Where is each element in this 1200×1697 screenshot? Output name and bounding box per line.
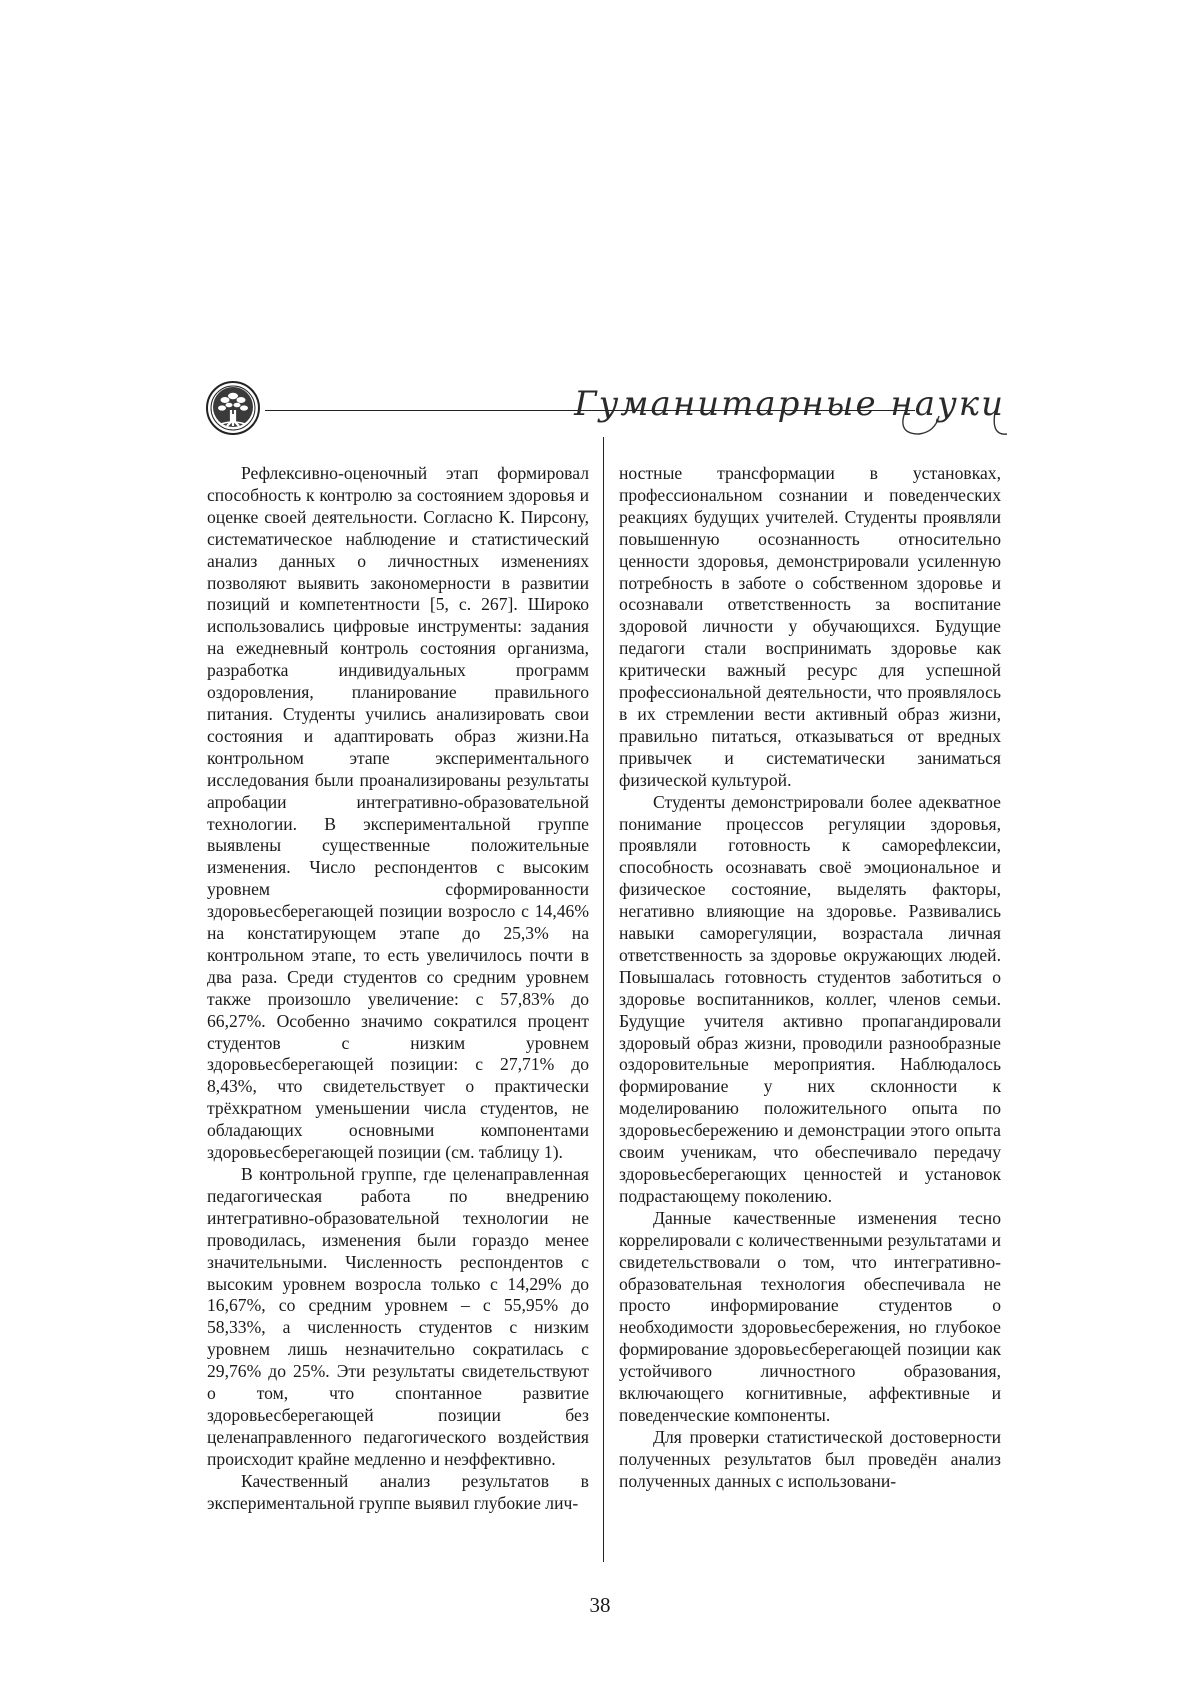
section-title: Гуманитарные науки: [574, 384, 1005, 424]
right-column: [619, 463, 1001, 1493]
left-column: [207, 463, 589, 1515]
column-divider: [603, 437, 604, 1562]
page-header: [205, 380, 1005, 440]
paragraph: ностные трансформации в установках, профессиональном сознании и поведенческих реакциях будущих учителей. Студенты проявляли повышенную осознанность относительно ценности здоровья, демонстрировали усиленную потребность в заботе о собственном здоровье и осознавали ответственность за воспитание здоровой личности у обучающихся. Будущие педагоги стали воспринимать здоровье как критически важный ресурс для успешной профессиональной деятельности, что проявлялось в их стремлении вести активный образ жизни, правильно питаться, отказываться от вредных привычек и систематически заниматься физической культурой.: [619, 463, 1001, 790]
paragraph: Качественный анализ результатов в экспериментальной группе выявил глубокие лич-: [207, 1470, 589, 1513]
paragraph: Рефлексивно-оценочный этап формировал способность к контролю за состоянием здоровья и оценке своей деятельности. Согласно К. Пирсону, систематическое наблюдение и статистический анализ данных о личностных изменениях позволяют выявить закономерности в развитии позиций и компетентности [5, с. 267]. Широко использовались цифровые инструменты: задания на ежедневный контроль состояния организма, разработка индивидуальных программ оздоровления, планирование правильного питания. Студенты учились анализировать свои состояния и адаптировать образ жизни.На контрольном этапе экспериментального исследования были проанализированы результаты апробации интегративно-образовательной технологии. В экспериментальной группе выявлены существенные положительные изменения. Число респондентов с высоким уровнем сформированности здоровьесберегающей позиции возросло с 14,46% на констатирующем этапе до 25,3% на контрольном этапе, то есть увеличилось почти в два раза. Среди студентов со средним уровнем также произошло увеличение: с 57,83% до 66,27%. Особенно значимо сократился процент студентов с низким уровнем здоровьесберегающей позиции: с 27,71% до 8,43%, что свидетельствует о практически трёхкратном уменьшении числа студентов, не обладающих основными компонентами здоровьесберегающей позиции (см. таблицу 1).: [207, 463, 589, 1163]
paragraph: Данные качественные изменения тесно коррелировали с количественными результатами и свидетельствовали о том, что интегративно-образовательная технология обеспечивала не просто информирование студентов о необходимости здоровьесбережения, но глубокое формирование здоровьесберегающей позиции как устойчивого личностного образования, включающего когнитивные, аффективные и поведенческие компоненты.: [619, 1207, 1001, 1425]
paragraph: Для проверки статистической достоверности полученных результатов был проведён анализ полученных данных с использовани-: [619, 1426, 1001, 1491]
page-number: 38: [589, 1593, 611, 1617]
paragraph: Студенты демонстрировали более адекватное понимание процессов регуляции здоровья, проявляли готовность к саморефлексии, способность осознавать своё эмоциональное и физическое состояние, выделять факторы, негативно влияющие на здоровье. Развивались навыки саморегуляции, возрастала личная ответственность за здоровье окружающих людей. Повышалась готовность студентов заботиться о здоровье воспитанников, коллег, членов семьи. Будущие учителя активно пропагандировали здоровый образ жизни, проводили разнообразные оздоровительные мероприятия. Наблюдалось формирование у них склонности к моделированию положительного опыта по здоровьесбережению и демонстрации этого опыта своим ученикам, что обеспечивало передачу здоровьесберегающих ценностей и установок подрастающему поколению.: [619, 791, 1001, 1206]
tree-emblem-icon: [205, 380, 261, 436]
paragraph: В контрольной группе, где целенаправленная педагогическая работа по внедрению интегративно-образовательной технологии не проводилась, изменения были гораздо менее значительными. Численность респондентов с высоким уровнем возросла только с 14,29% до 16,67%, со средним уровнем – с 55,95% до 58,33%, а численность студентов с низким уровнем лишь незначительно сократилась с 29,76% до 25%. Эти результаты свидетельствуют о том, что спонтанное развитие здоровьесберегающей позиции без целенаправленного педагогического воздействия происходит крайне медленно и неэффективно.: [207, 1164, 589, 1469]
